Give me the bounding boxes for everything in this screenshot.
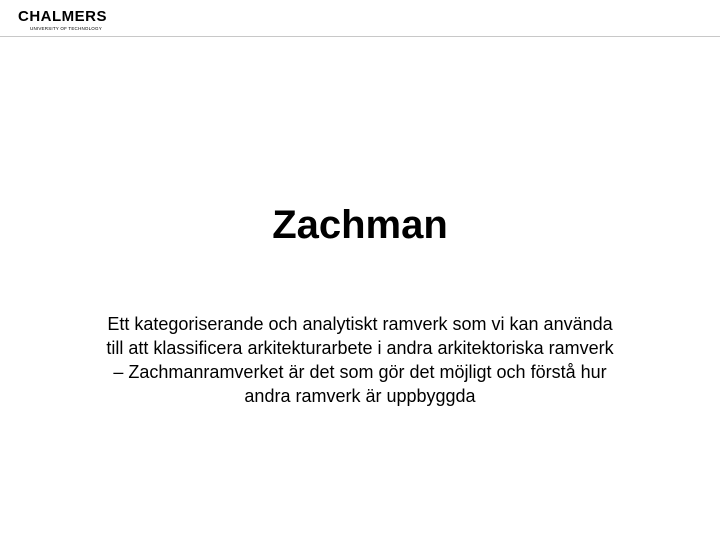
chalmers-logo xyxy=(18,9,107,32)
slide-title: Zachman xyxy=(272,203,448,247)
logo-subtitle: UNIVERSITY OF TECHNOLOGY xyxy=(30,26,102,31)
header-divider xyxy=(0,36,720,37)
slide-header xyxy=(0,0,720,37)
slide-body-text: Ett kategoriserande och analytiskt ramverk som vi kan använda till att klassificera arkitekturarbete i andra arkitektoriska ramverk – Zachmanramverket är det som gör det möjligt och förstå hur andra ramverk är uppbyggda xyxy=(106,314,614,406)
logo-name: CHALMERS xyxy=(18,8,107,25)
